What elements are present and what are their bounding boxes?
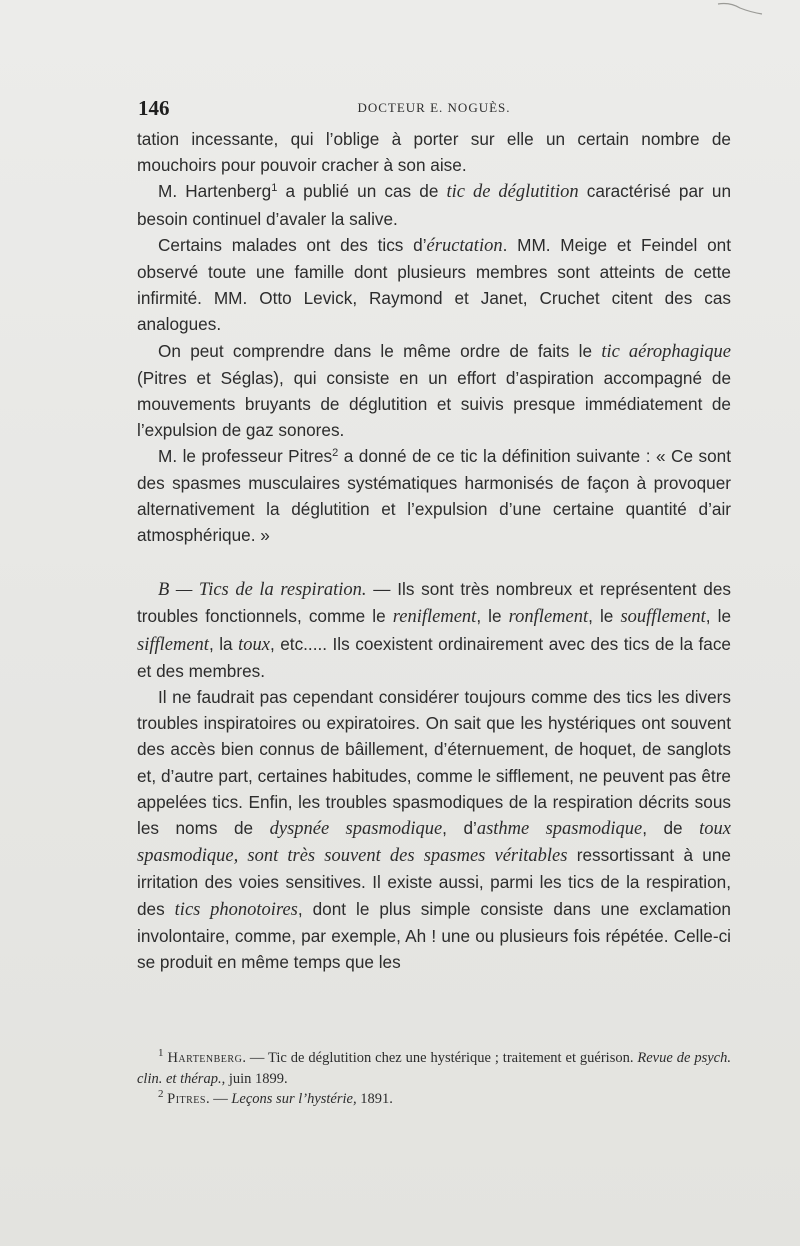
footnote: $^2$ Pitres. — Leçons sur l’hystérie, 1891. <box>158 1088 393 1107</box>
footnote-ref[interactable]: 2 <box>332 447 339 460</box>
page-header <box>138 96 730 120</box>
body-text <box>137 126 731 975</box>
running-head: DOCTEUR E. NOGUÈS. <box>357 100 511 115</box>
section-gap <box>137 548 731 576</box>
paragraph: Il ne faudrait pas cependant considérer toujours comme des tics les divers troubles inspiratoires ou expiratoires. On sait que les hystériques ont souvent des accès bien connus de bâillement, d’éternuement, de hoquet, de sanglots et, d’autre part, certaines habitudes, comme le sifflement, ne peuvent pas être appelées tics. Enfin, les troubles spasmodiques de la respiration décrits sous les noms de dyspnée spasmodique, d’asthme spasmodique, de toux spasmodique, sont très souvent des spasmes véritables ressortissant à une irritation des voies sensitives. Il existe aussi, parmi les tics de la respiration, des tics phonotoires, dont le plus simple consiste dans une exclamation involontaire, comme, par exemple, Ah ! une ou plusieurs fois répétée. Celle-ci se produit en même temps que les <box>137 687 731 973</box>
section-title: B — Tics de la respiration. <box>158 580 367 601</box>
paragraph: M. le professeur Pitres$^2$ a donné de ce tic la définition suivante : « Ce sont des spasmes musculaires systématiques harmonisés de façon à provoquer alternativement la déglutition et l’expulsion d’une certaine quantité d’air atmosphérique. » <box>137 446 731 546</box>
paragraph: M. Hartenberg$^1$ a publié un cas de tic de déglutition caractérisé par un besoin continuel d’avaler la salive. <box>137 181 732 229</box>
paragraph: Certains malades ont des tics d’éructation. MM. Meige et Feindel ont observé toute une famille dont plusieurs membres sont atteints de cette infirmité. MM. Otto Levick, Raymond et Janet, Cruchet citent des cas analogues. <box>137 234 731 335</box>
paragraph: On peut comprendre dans le même ordre de faits le tic aérophagique (Pitres et Séglas), qui consiste en un effort d’aspiration accompagné de mouvements bruyants de déglutition et suivis presque immédiatement de l’expulsion de gaz sonores. <box>137 340 731 441</box>
footnote: $^1$ Hartenberg. — Tic de déglutition chez une hystérique ; traitement et guérison. Revue de psych. clin. et thérap., juin 1899. <box>137 1047 731 1087</box>
section-paragraph: B — Tics de la respiration. — Ils sont très nombreux et représentent des troubles fonctionnels, comme le reniflement, le ronflement, le soufflement, le sifflement, la toux, etc..... Ils coexistent ordinairement avec des tics de la face et des membres. <box>137 579 732 681</box>
footnotes <box>137 1048 731 1110</box>
footnote-ref[interactable]: 1 <box>271 182 278 195</box>
paragraph: tation incessante, qui l’oblige à porter sur elle un certain nombre de mouchoirs pour pouvoir cracher à son aise. <box>137 129 731 176</box>
page-corner-smudge <box>700 0 780 18</box>
page-number: 146 <box>138 96 170 120</box>
